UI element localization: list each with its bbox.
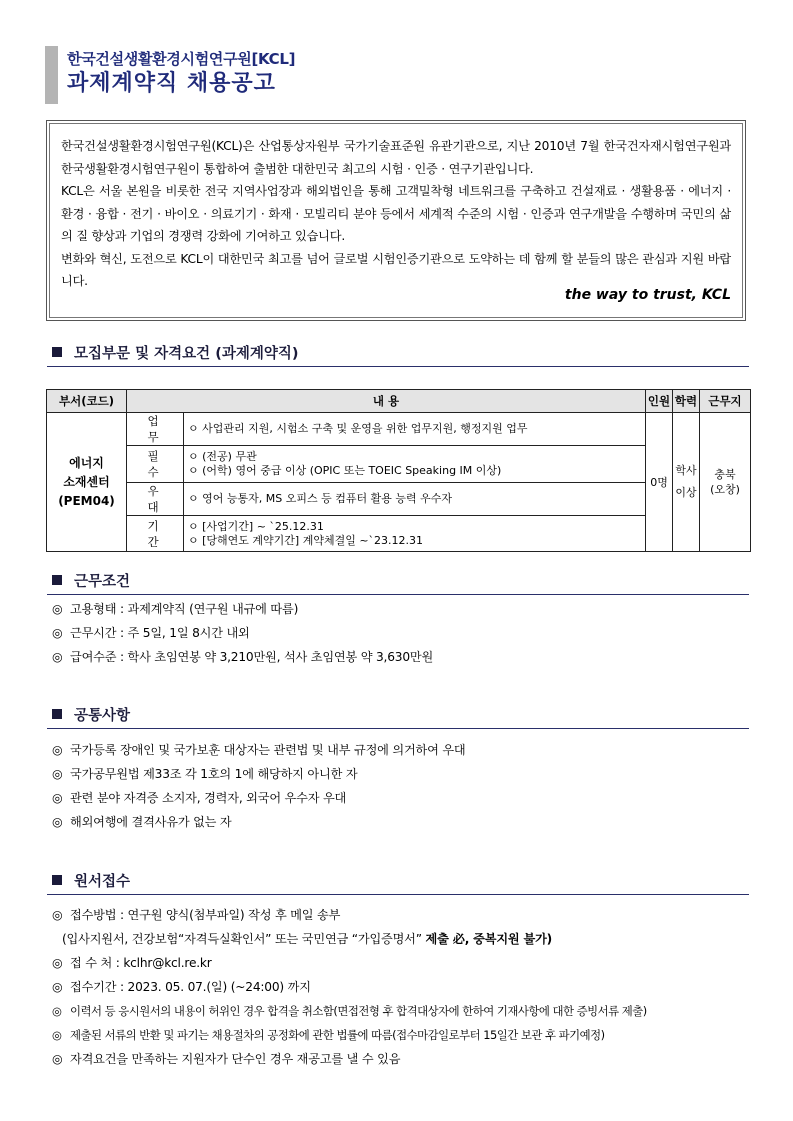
double-circle-icon: ◎ <box>52 602 63 616</box>
row-item: ㅇ (어학) 영어 중급 이상 (OPIC 또는 TOEIC Speaking IM 이상) <box>188 464 502 477</box>
row-content <box>184 483 646 516</box>
slogan: the way to trust, KCL <box>564 287 731 303</box>
section-title: 모집부문 및 자격요건 (과제계약직) <box>74 346 299 362</box>
row-label: 필 수 <box>127 446 184 483</box>
edu-line: 학사 <box>675 464 697 477</box>
double-circle-icon: ◎ <box>52 815 63 829</box>
header-count: 인원 <box>646 390 673 413</box>
location-line: 충북 <box>714 468 736 481</box>
edu-line: 이상 <box>675 486 697 499</box>
item-text: 해외여행에 결격사유가 없는 자 <box>70 815 232 829</box>
double-circle-icon: ◎ <box>52 1004 62 1018</box>
list-item <box>52 621 433 645</box>
dept-line: (PEM04) <box>58 493 115 508</box>
section-heading-conditions <box>47 569 749 595</box>
row-item: ㅇ [사업기간] ~ `25.12.31 <box>188 519 324 533</box>
section-title: 원서접수 <box>74 874 131 890</box>
list-item <box>52 738 466 762</box>
table-row <box>47 516 751 552</box>
item-text: 접수기간 : 2023. 05. 07.(일) (~24:00) 까지 <box>70 980 311 994</box>
list-item <box>52 810 466 834</box>
education-cell <box>673 413 700 552</box>
item-text: 접수방법 : 연구원 양식(첨부파일) 작성 후 메일 송부 <box>70 908 341 922</box>
list-item <box>52 999 647 1023</box>
item-text: 자격요건을 만족하는 지원자가 단수인 경우 재공고를 낼 수 있음 <box>70 1052 401 1066</box>
dept-line: 소재센터 <box>63 474 110 489</box>
count-cell: 0명 <box>646 413 673 552</box>
item-text: 고용형태 : 과제계약직 (연구원 내규에 따름) <box>70 602 299 616</box>
row-item: ㅇ (전공) 무관 <box>188 450 257 463</box>
document-header <box>45 46 295 104</box>
item-text: 국가공무원법 제33조 각 1호의 1에 해당하지 아니한 자 <box>70 767 358 781</box>
list-item <box>52 762 466 786</box>
item-text: 접 수 처 : kclhr@kcl.re.kr <box>70 956 212 970</box>
header-dept: 부서(코드) <box>47 390 127 413</box>
row-label: 업 무 <box>127 413 184 446</box>
square-bullet-icon <box>52 347 62 357</box>
row-label: 기 간 <box>127 516 184 552</box>
item-text: 제출된 서류의 반환 및 파기는 채용절차의 공정화에 관한 법률에 따름(접수마감일로부터 15일간 보관 후 파기예정) <box>70 1028 605 1042</box>
table-row <box>47 483 751 516</box>
list-item <box>52 1023 647 1047</box>
row-item: ㅇ 사업관리 지원, 시험소 구축 및 운영을 위한 업무지원, 행정지원 업무 <box>188 422 528 435</box>
list-item <box>52 927 647 951</box>
item-text: 이력서 등 응시원서의 내용이 허위인 경우 합격을 취소함(면접전형 후 합격대상자에 한하여 기재사항에 대한 증빙서류 제출) <box>70 1004 647 1018</box>
intro-paragraph: 한국건설생활환경시험연구원(KCL)은 산업통상자원부 국가기술표준원 유관기관으로, 지난 2010년 7월 한국건자재시험연구원과 한국생활환경시험연구원이 통합하여 출범한 대한민국 최고의 시험 · 인증 · 연구기관입니다. <box>61 139 731 176</box>
section-title: 근무조건 <box>74 574 131 590</box>
header-location: 근무지 <box>700 390 751 413</box>
square-bullet-icon <box>52 575 62 585</box>
list-item <box>52 786 466 810</box>
double-circle-icon: ◎ <box>52 908 63 922</box>
header-education: 학력 <box>673 390 700 413</box>
list-item <box>52 645 433 669</box>
item-text-bold: 제출 必, 중복지원 불가) <box>425 932 553 946</box>
row-content <box>184 516 646 552</box>
double-circle-icon: ◎ <box>52 1028 62 1042</box>
section-heading-common <box>47 703 749 729</box>
table-header-row <box>47 390 751 413</box>
double-circle-icon: ◎ <box>52 791 63 805</box>
square-bullet-icon <box>52 709 62 719</box>
double-circle-icon: ◎ <box>52 767 63 781</box>
application-list <box>52 903 647 1071</box>
table-row <box>47 413 751 446</box>
double-circle-icon: ◎ <box>52 956 63 970</box>
intro-paragraph: 변화와 혁신, 도전으로 KCL이 대한민국 최고를 넘어 글로벌 시험인증기관으로 도약하는 데 함께 할 분들의 많은 관심과 지원 바랍니다. <box>61 251 731 288</box>
list-item <box>52 1047 647 1071</box>
requirements-table <box>46 389 751 552</box>
intro-box <box>46 120 746 321</box>
row-label: 우 대 <box>127 483 184 516</box>
double-circle-icon: ◎ <box>52 626 63 640</box>
row-item: ㅇ [당해연도 계약기간] 계약체결일 ~`23.12.31 <box>188 533 424 547</box>
item-text: 급여수준 : 학사 초임연봉 약 3,210만원, 석사 초임연봉 약 3,630만원 <box>70 650 434 664</box>
intro-paragraph: KCL은 서울 본원을 비롯한 전국 지역사업장과 해외법인을 통해 고객밀착형 네트워크를 구축하고 건설재료 · 생활용품 · 에너지 · 환경 · 융합 · 전기 · 바이오 · 의료기기 · 화재 · 모빌리티 분야 등에서 세계적 수준의 시험 · 인증과 연구개발을 수행하며 국민의 삶의 질 향상과 기업의 경쟁력 강화에 기여하고 있습니다. <box>61 184 731 243</box>
double-circle-icon: ◎ <box>52 980 63 994</box>
location-cell <box>700 413 751 552</box>
conditions-list <box>52 597 433 669</box>
double-circle-icon: ◎ <box>52 1052 63 1066</box>
organization-name: 한국건설생활환경시험연구원[KCL] <box>67 50 296 68</box>
row-content <box>184 413 646 446</box>
dept-line: 에너지 <box>69 455 104 470</box>
section-heading-recruitment <box>47 341 749 367</box>
item-text: (입사지원서, 건강보험“자격득실확인서” 또는 국민연금 “가입증명서” <box>62 932 426 946</box>
list-item <box>52 975 647 999</box>
item-text: 국가등록 장애인 및 국가보훈 대상자는 관련법 및 내부 규정에 의거하여 우대 <box>70 743 466 757</box>
row-content <box>184 446 646 483</box>
page-title: 과제계약직 채용공고 <box>67 71 276 96</box>
double-circle-icon: ◎ <box>52 650 63 664</box>
double-circle-icon: ◎ <box>52 743 63 757</box>
row-item: ㅇ 영어 능통자, MS 오피스 등 컴퓨터 활용 능력 우수자 <box>188 492 452 505</box>
section-heading-application <box>47 869 749 895</box>
table-row <box>47 446 751 483</box>
list-item <box>52 597 433 621</box>
header-content: 내 용 <box>127 390 646 413</box>
section-title: 공통사항 <box>74 708 131 724</box>
department-cell <box>47 413 127 552</box>
location-line: (오창) <box>710 483 740 496</box>
list-item <box>52 951 647 975</box>
common-list <box>52 738 466 834</box>
square-bullet-icon <box>52 875 62 885</box>
item-text: 관련 분야 자격증 소지자, 경력자, 외국어 우수자 우대 <box>70 791 347 805</box>
item-text: 근무시간 : 주 5일, 1일 8시간 내외 <box>70 626 250 640</box>
list-item <box>52 903 647 927</box>
